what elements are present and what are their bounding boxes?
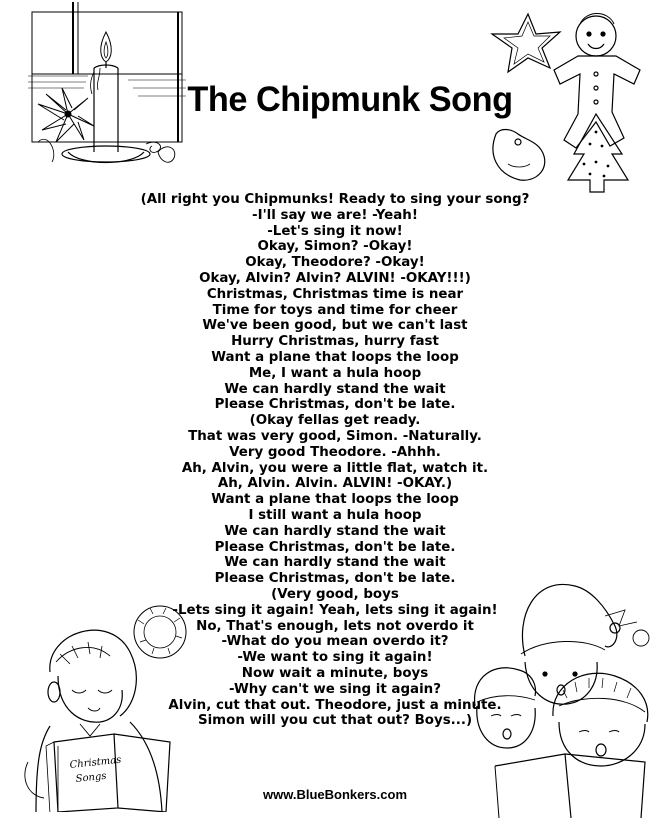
lyric-line: -What do you mean overdo it? xyxy=(221,634,449,650)
lyric-line: -Why can't we sing it again? xyxy=(229,681,441,697)
lyric-line: Very good Theodore. -Ahhh. xyxy=(229,444,441,460)
lyric-line: Want a plane that loops the loop xyxy=(211,349,459,365)
lyric-line: -Lets sing it again! Yeah, lets sing it again! xyxy=(172,602,498,618)
lyric-line: -I'll say we are! -Yeah! xyxy=(252,207,418,223)
lyric-line: (Okay fellas get ready. xyxy=(249,413,421,429)
lyric-line: -We want to sing it again! xyxy=(237,650,433,666)
lyric-line: Please Christmas, don't be late. xyxy=(214,397,456,413)
lyric-line: Want a plane that loops the loop xyxy=(211,492,459,508)
lyric-line: We've been good, but we can't last xyxy=(202,318,468,334)
lyric-line: We can hardly stand the wait xyxy=(224,555,446,571)
lyric-line: Simon will you cut that out? Boys...) xyxy=(197,713,473,729)
lyric-line: No, That's enough, lets not overdo it xyxy=(196,618,474,634)
lyric-line: Please Christmas, don't be late. xyxy=(214,571,456,587)
lyric-line: I still want a hula hoop xyxy=(248,507,422,523)
candle-window-illustration xyxy=(28,2,188,174)
lyric-line: Now wait a minute, boys xyxy=(241,665,429,681)
lyric-line: Ah, Alvin, you were a little flat, watch it. xyxy=(181,460,489,476)
lyric-line: Alvin, cut that out. Theodore, just a minute. xyxy=(168,697,502,713)
book-title-line2: Songs xyxy=(75,770,108,785)
site-footer: www.BlueBonkers.com xyxy=(263,787,407,802)
lyric-line: (All right you Chipmunks! Ready to sing your song? xyxy=(140,192,530,207)
song-title: The Chipmunk Song xyxy=(187,80,513,119)
lyric-line: Hurry Christmas, hurry fast xyxy=(231,334,439,350)
lyric-line: -Let's sing it now! xyxy=(267,223,403,239)
lyric-line: Me, I want a hula hoop xyxy=(248,365,422,381)
lyric-line: Time for toys and time for cheer xyxy=(212,302,458,318)
lyric-line: Christmas, Christmas time is near xyxy=(206,286,464,302)
lyric-line: That was very good, Simon. -Naturally. xyxy=(188,428,482,444)
lyric-line: Okay, Simon? -Okay! xyxy=(257,239,413,255)
lyric-line: Okay, Alvin? Alvin? ALVIN! -OKAY!!!) xyxy=(199,270,471,286)
lyric-line: We can hardly stand the wait xyxy=(224,523,446,539)
lyric-line: Ah, Alvin. Alvin. ALVIN! -OKAY.) xyxy=(217,476,453,492)
lyric-line: Please Christmas, don't be late. xyxy=(214,539,456,555)
lyrics-block xyxy=(110,192,560,729)
lyric-line: We can hardly stand the wait xyxy=(224,381,446,397)
lyric-line: (Very good, boys xyxy=(271,586,399,602)
book-title-line1: Christmas xyxy=(69,754,122,771)
lyric-line: Okay, Theodore? -Okay! xyxy=(245,255,425,271)
